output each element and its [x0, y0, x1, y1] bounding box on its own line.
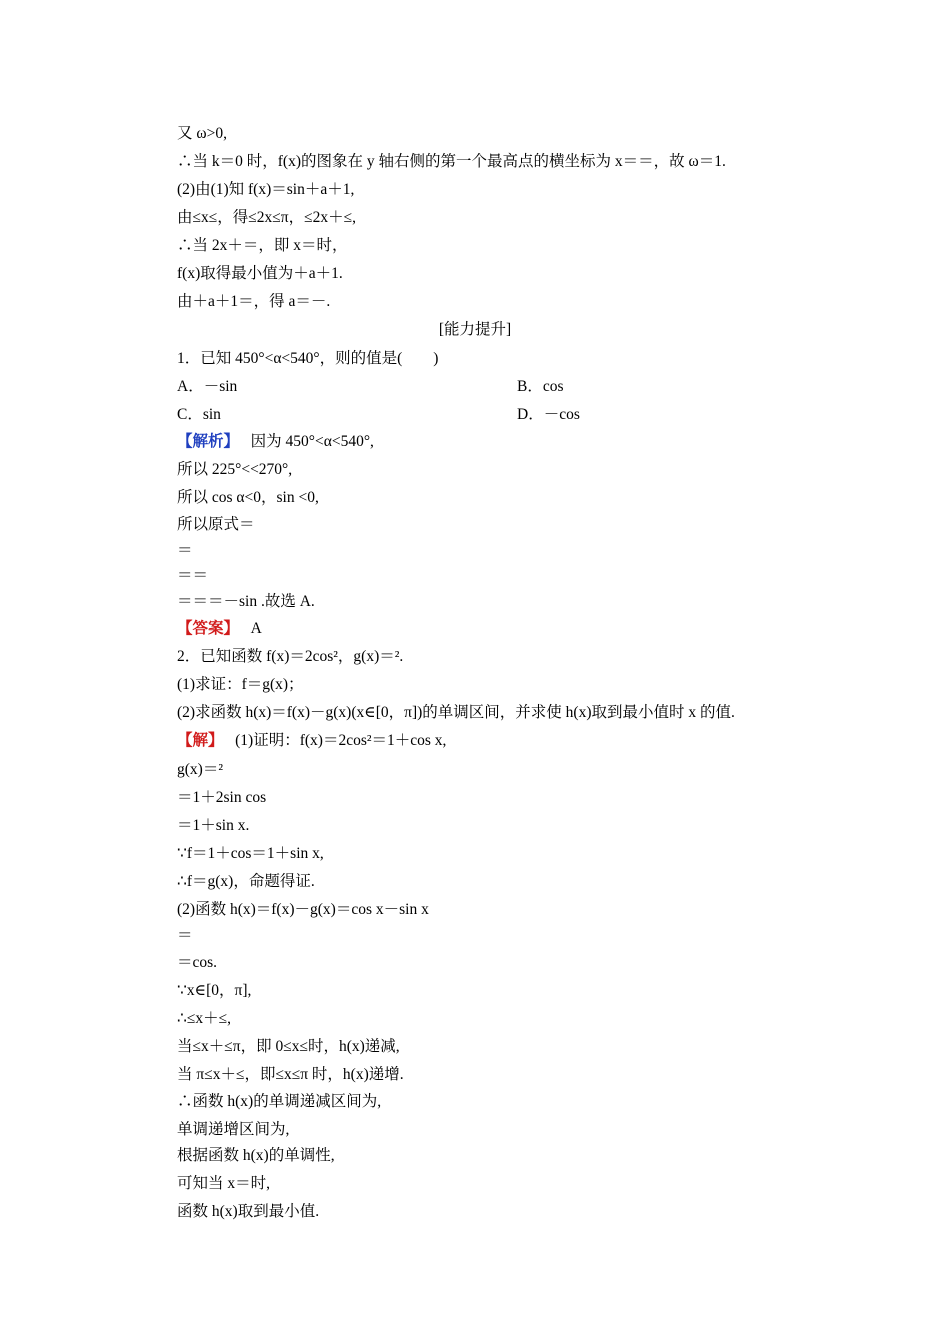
- text-line: ∴f＝g(x)，命题得证.: [177, 873, 315, 890]
- question-2: 2．已知函数 f(x)＝2cos²，g(x)＝².: [177, 648, 404, 665]
- text-line: ＝1＋2sin cos: [177, 789, 267, 806]
- text-line: 根据函数 h(x)的单调性,: [177, 1147, 335, 1164]
- text-line: f(x)取得最小值为＋a＋1.: [177, 265, 343, 282]
- text-line: ＝cos.: [177, 954, 218, 971]
- solution-text: (1)证明：f(x)＝2cos²＝1＋cos x,: [235, 732, 447, 749]
- option-a: A．－sin: [177, 378, 238, 395]
- text-line: ＝: [177, 927, 193, 944]
- text-line: (1)求证：f＝g(x)；: [177, 676, 304, 693]
- answer-tag: 【答案】: [177, 620, 240, 637]
- text-line: ∵x∈[0，π],: [177, 982, 252, 999]
- text-line: 当≤x＋≤π，即 0≤x≤时，h(x)递减,: [177, 1038, 400, 1055]
- text-line: 所以 225°<<270°,: [177, 461, 293, 478]
- text-line: ∴当 k＝0 时，f(x)的图象在 y 轴右侧的第一个最高点的横坐标为 x＝＝，故 ω＝1.: [177, 153, 726, 170]
- text-line: 可知当 x＝时,: [177, 1175, 271, 1192]
- analysis-text: 因为 450°<α<540°,: [250, 433, 374, 450]
- answer-line: [177, 619, 262, 639]
- text-line: ＝＝: [177, 567, 209, 584]
- text-line: 所以原式＝: [177, 516, 255, 533]
- text-line: 单调递增区间为,: [177, 1121, 290, 1138]
- text-line: 由＋a＋1＝，得 a＝－.: [177, 293, 331, 310]
- text-line: ∴≤x＋≤,: [177, 1010, 232, 1027]
- text-line: ＝: [177, 542, 193, 559]
- solution-line: [177, 731, 446, 751]
- text-line: ＝1＋sin x.: [177, 817, 250, 834]
- text-line: 函数 h(x)取到最小值.: [177, 1203, 320, 1220]
- text-line: 由≤x≤，得≤2x≤π，≤2x＋≤,: [177, 209, 356, 226]
- option-b: B．cos: [517, 378, 564, 395]
- solution-tag: 【解】: [177, 732, 224, 749]
- text-line: ∴当 2x＋＝，即 x＝时，: [177, 237, 348, 254]
- analysis-tag: 【解析】: [177, 433, 240, 450]
- text-line: 所以 cos α<0，sin <0,: [177, 489, 319, 506]
- option-d: D．－cos: [517, 406, 580, 423]
- text-line: ＝＝＝－sin .故选 A.: [177, 593, 315, 610]
- section-heading: [能力提升]: [438, 321, 512, 338]
- text-line: ∵f＝1＋cos＝1＋sin x,: [177, 845, 324, 862]
- text-line: ∴函数 h(x)的单调递减区间为,: [177, 1093, 382, 1110]
- text-line: (2)函数 h(x)＝f(x)－g(x)＝cos x－sin x: [177, 901, 429, 918]
- text-line: g(x)＝²: [177, 761, 223, 778]
- text-line: 当 π≤x＋≤，即≤x≤π 时，h(x)递增.: [177, 1066, 404, 1083]
- text-line: (2)由(1)知 f(x)＝sin＋a＋1,: [177, 181, 355, 198]
- analysis-line: [177, 432, 374, 452]
- text-line: (2)求函数 h(x)＝f(x)－g(x)(x∈[0，π])的单调区间，并求使 h(x)取到最小值时 x 的值.: [177, 704, 735, 721]
- option-c: C．sin: [177, 406, 221, 423]
- text-line: 又 ω>0,: [177, 125, 227, 142]
- question-1: 1．已知 450°<α<540°，则的值是( ): [177, 350, 439, 367]
- answer-text: A: [250, 620, 262, 637]
